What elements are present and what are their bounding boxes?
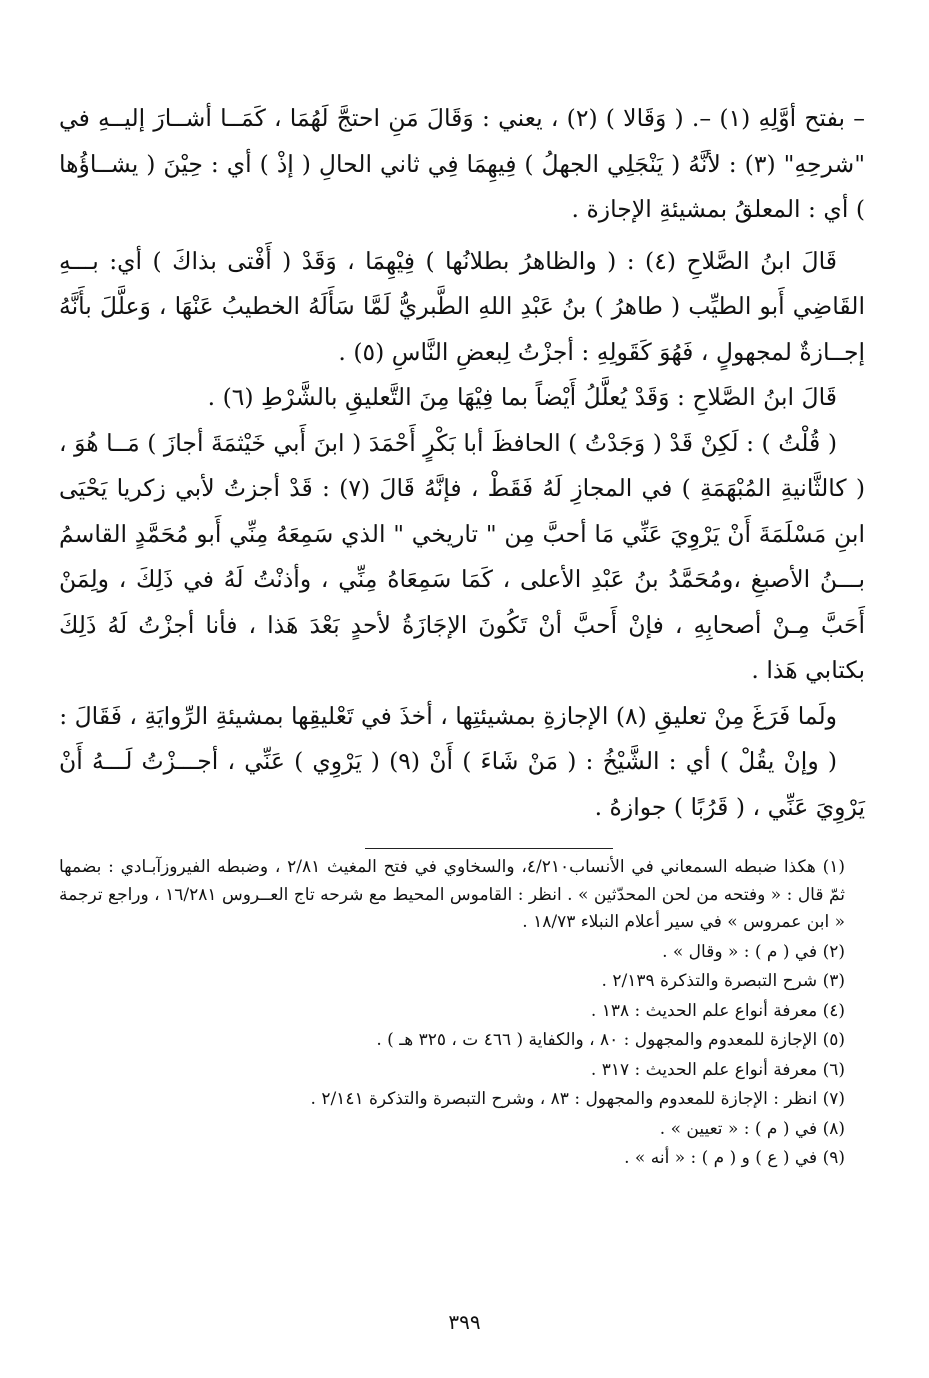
footnote-6: (٦) معرفة أنواع علم الحديث : ٣١٧ . [590, 1059, 845, 1080]
paragraph-5: ولَما فَرَغَ مِنْ تعليقِ (٨) الإجازةِ بمشيئتِها ، أخذَ في تَعْليقِها بمشيئةِ الرِّوايَةِ ، فَقَالَ : [59, 701, 837, 730]
footnote-separator [59, 830, 865, 854]
paragraph-6: ( وإنْ يقُلْ ) أي : الشَّيْخُ : ( مَنْ شَاءَ ) أَنْ (٩) ( يَرْوِي ) عَنِّي ، أجـــزْتُ لَـــهُ أَنْ يَرْوِيَ عَنِّي ، ( قَرُبًا ) جوازهُ . [59, 747, 865, 821]
footnote-7: (٧) انظر : الإجازة للمعدوم والمجهول : ٨٣ ، وشرح التبصرة والتذكرة ٢/١٤١ . [310, 1089, 845, 1109]
footnote-4: (٤) معرفة أنواع علم الحديث : ١٣٨ . [590, 1000, 845, 1021]
main-text [59, 96, 865, 830]
footnote-8: (٨) في ( م ) : « تعيين » . [659, 1118, 845, 1139]
footnote-2: (٢) في ( م ) : « وقال » . [662, 941, 845, 962]
page-body [59, 96, 865, 1175]
footnotes [59, 854, 865, 1173]
footnote-1: (١) هكذا ضبطه السمعاني في الأنساب٤/٢١٠، والسخاوي في فتح المغيث ٢/٨١ ، وضبطه الفيروزآبـادي : بضمها ثمّ قال : « وفتحه من لحن المحدّثين » . انظر : القاموس المحيط مع شرحه تاج العــروس ١٦/٢٨١ ، وراجع ترجمة « ابن عمروس » في سير أعلام النبلاء ١٨/٧٣ . [59, 857, 845, 932]
paragraph-3: قَالَ ابنُ الصَّلاحِ : وَقَدْ يُعلَّلُ أَيْضاً بما فِيْهَا مِنَ التَّعليقِ بالشَّرْطِ (٦) . [207, 383, 837, 411]
paragraph-1: – بفتح أوَّلِهِ (١) –. ( وَقَالا ) (٢) ، يعني : وَقَالَ مَنِ احتجَّ لَهُمَا ، كَمَــا أشــارَ إليــهِ في "شرحِهِ" (٣) : لأنَّهُ ( يَنْجَلِي الجهلُ ) فِيهِمَا فِي ثاني الحالِ ( إذْ ) أي : حِيْنَ ( يشــاؤُها ) أي : المعلقُ بمشيئةِ الإجازة . [59, 104, 866, 223]
paragraph-4: ( قُلْتُ ) : لَكِنْ قَدْ ( وَجَدْتُ ) الحافظَ أبا بَكْرٍ أَحْمَدَ ( ابنَ أَبي خَيْثمَةَ أجازَ ) مَــا هُوَ ، ( كالثَّانيةِ المُبْهَمَةِ ) في المجازِ لَهُ فَقَطْ ، فإنَّهُ قَالَ (٧) : قَدْ أجزتُ لأبي زكريا يَحْيَى ابنِ مَسْلَمَةَ أَنْ يَرْوِيَ عَنِّي مَا أحبَّ مِن " تاريخي " الذي سَمِعَهُ مِنِّي أَبو مُحَمَّدٍ القاسمُ بـــنُ الأصبغِ ،ومُحَمَّدُ بنُ عَبْدِ الأعلى ، كَمَا سَمِعَاهُ مِنِّي ، وأذنْتُ لَهُ في ذَلِكَ ، ولِمَنْ أَحَبَّ مِـنْ أصحابِهِ ، فإنْ أَحبَّ أنْ تَكُونَ الإجَازَةُ لأحدٍ بَعْدَ هَذا ، فأنا أجزْتُ لَهُ ذَلِكَ بكتابي هَذا . [59, 428, 865, 684]
footnote-9: (٩) في ( ع ) و ( م ) : « أنه » . [624, 1148, 845, 1168]
paragraph-2: قَالَ ابنُ الصَّلاحِ (٤) : ( والظاهرُ بطلانُها ) فِيْهِمَا ، وَقَدْ ( أَفْتى بذاكَ ) أي: بـــهِ القَاضِي أَبو الطيِّب ( طاهرُ ) بنُ عَبْدِ اللهِ الطَّبريُّ لَمَّا سَأَلَهُ الخطيبُ عَنْهَا ، وَعلَّلَ بأَنَّهُ إجــازةٌ لمجهولٍ ، فَهُوَ كَقَولِهِ : أجزْتُ لِبعضِ النَّاسِ (٥) . [59, 246, 865, 366]
footnote-3: (٣) شرح التبصرة والتذكرة ٢/١٣٩ . [601, 971, 845, 991]
footnote-5: (٥) الإجازة للمعدوم والمجهول : ٨٠ ، والكفاية ( ٤٦٦ ت ، ٣٢٥ هـ ) . [376, 1030, 845, 1050]
page-number: ٣٩٩ [448, 1310, 481, 1334]
